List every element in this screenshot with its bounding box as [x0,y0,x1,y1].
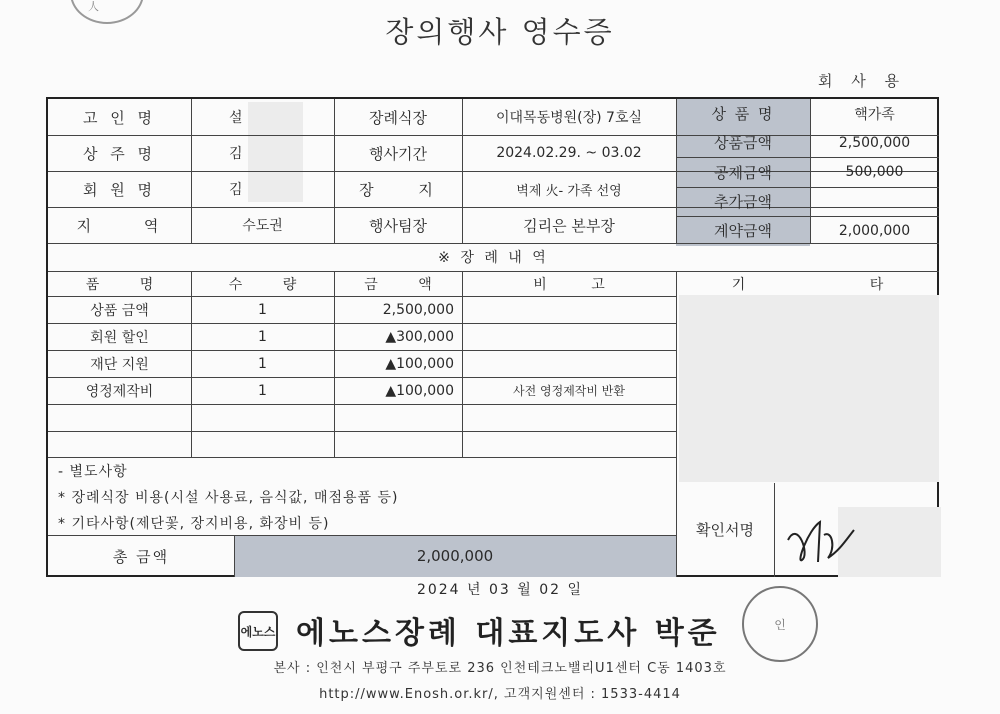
table-row-amount: ▲300,000 [385,328,454,345]
copy-label: 회 사 용 [818,72,907,90]
table-row-amount: 2,500,000 [382,301,454,318]
table-row-qty [191,404,334,431]
table-row-note: 사전 영정제작비 반환 [513,384,625,398]
chief-mourner-value: 김 [229,146,243,162]
team-label: 행사팀장 [369,216,427,235]
receipt-title: 장의행사 영수증 [385,15,615,49]
total-label: 총 금액 [112,547,170,566]
deceased-value: 설 [229,110,243,126]
table-row-qty: 1 [258,301,267,318]
price-label: 상품금액 [714,134,772,152]
note-other-costs: * 기타사항(제단꽃, 장지비용, 화장비 등) [58,516,330,532]
contract-value: 2,000,000 [838,222,911,239]
table-row-item: 상품 금액 [90,302,149,319]
table-row-item: 재단 지원 [90,356,149,373]
table-row-note [462,431,676,457]
table-row-item: 회원 할인 [90,329,149,346]
team-value: 김리은 본부장 [523,216,615,235]
company-address: 본사 : 인천시 부평구 주부토로 236 인천테크노밸리U1센터 C동 1403호 [273,661,727,676]
note-hall-costs: * 장례식장 비용(시설 사용료, 음식값, 매점용품 등) [58,490,399,506]
burial-value: 벽제 火- 가족 선영 [516,183,622,199]
deduction-label: 공제금액 [714,163,772,182]
note-separate: - 별도사항 [58,464,128,480]
member-value: 김 [229,182,243,198]
table-row-qty: 1 [258,328,267,345]
company-logo: 에노스 [238,611,278,651]
price-value: 2,500,000 [838,134,911,151]
col-item-header: 품 명 [85,276,172,293]
col-qty-header: 수 량 [228,276,315,293]
confirm-signature-label: 확인서명 [696,520,754,539]
company-seal: 인 [742,586,818,662]
table-row-item: 영정제작비 [85,383,154,400]
table-row-item [48,431,191,457]
table-row-note [462,296,676,323]
deduction-value: 500,000 [845,164,904,180]
hall-value: 이대목동병원(장) 7호실 [496,110,642,126]
table-row-qty [191,431,334,457]
rule [48,457,676,458]
deceased-label: 고 인 명 [82,108,156,127]
additional-label: 추가금액 [714,193,772,211]
table-row-note [462,350,676,377]
rule [774,483,775,577]
col-note-header: 비 고 [533,276,625,293]
table-row-note [462,323,676,350]
stamp-top: 人 [70,0,144,24]
additional-value [810,187,939,216]
col-amount-header: 금 액 [364,276,450,293]
table-row-amount [334,404,462,431]
period-value: 2024.02.29. ~ 03.02 [496,145,642,161]
product-value: 핵가족 [854,106,895,123]
member-label: 회 원 명 [82,180,156,199]
chief-mourner-label: 상 주 명 [82,144,156,163]
table-row-amount: ▲100,000 [385,382,454,399]
table-row-item [48,404,191,431]
signature [780,500,860,570]
product-label: 상 품 명 [711,105,775,123]
table-row-qty: 1 [258,355,267,372]
company-name: 에노스장례 대표지도사 박준 [296,616,721,651]
col-remarks-header: 기 타 [731,276,944,293]
table-row-qty: 1 [258,382,267,399]
total-value: 2,000,000 [416,547,494,565]
redaction-remarks [679,295,939,482]
burial-label: 장 지 [359,180,453,199]
table-row-note [462,404,676,431]
signature-stroke [788,522,854,562]
receipt-date: 2024 년 03 월 02 일 [416,582,584,598]
contract-label: 계약금액 [714,222,772,240]
region-value: 수도권 [242,218,283,234]
hall-label: 장례식장 [369,108,427,127]
region-label: 지 역 [76,216,183,235]
details-section-title: ※ 장 례 내 역 [438,250,549,266]
table-row-amount [334,431,462,457]
period-label: 행사기간 [369,144,427,163]
table-row-amount: ▲100,000 [385,355,454,372]
company-website: http://www.Enosh.or.kr/, 고객지원센터 : 1533-4414 [319,687,681,702]
